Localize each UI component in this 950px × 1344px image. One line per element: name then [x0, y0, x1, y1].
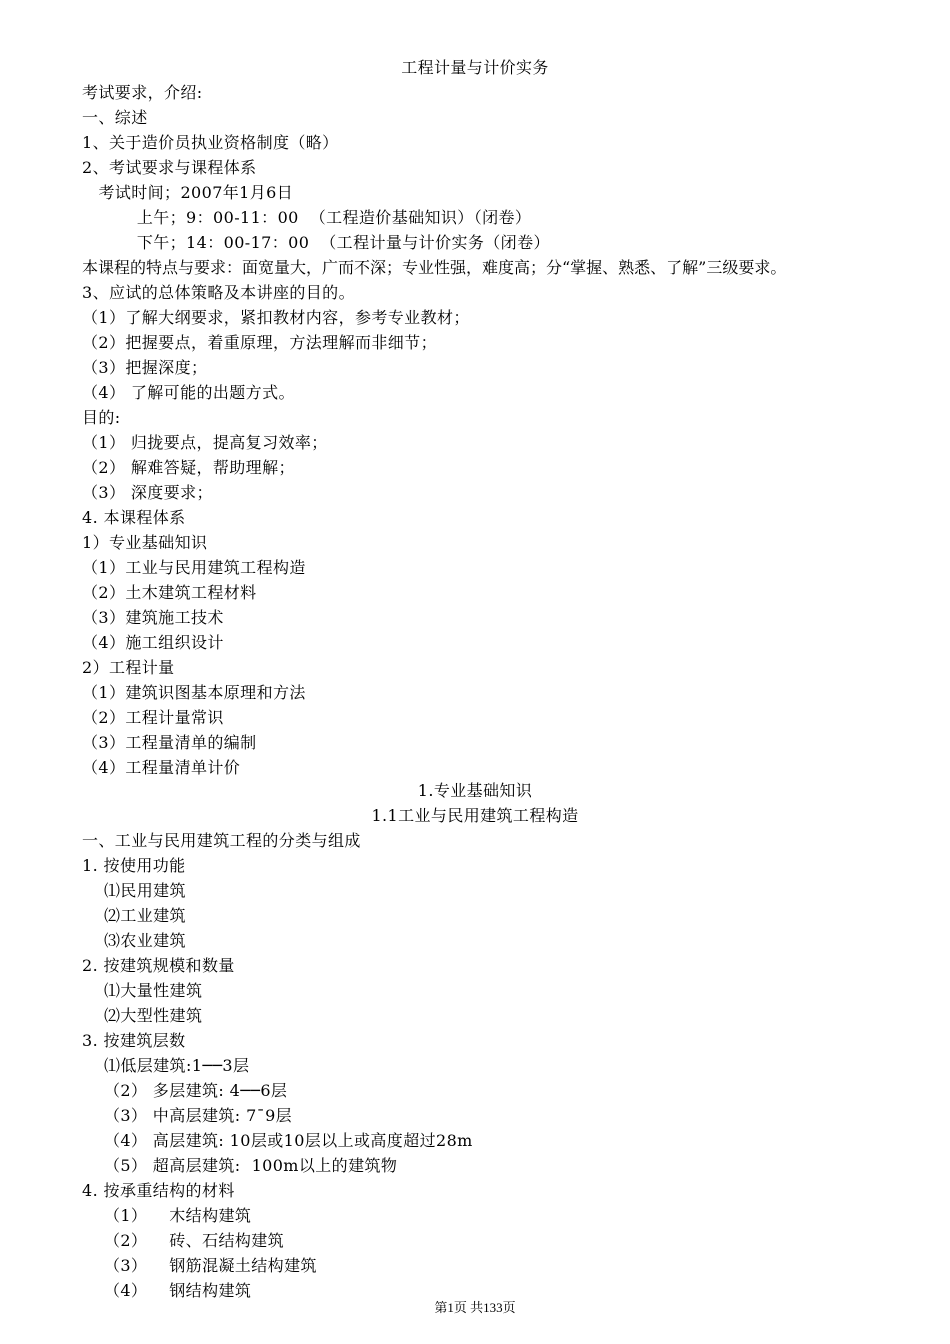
- subsection-heading: 1.1工业与民用建筑工程构造: [371, 806, 579, 825]
- text-line: 考试时间；2007年1月6日: [82, 183, 294, 202]
- text-line: 1）专业基础知识: [82, 533, 208, 552]
- text-line: 3. 按建筑层数: [82, 1031, 186, 1050]
- text-line: 下午；14：00-17：00 （工程计量与计价实务（闭卷）: [82, 233, 550, 252]
- text-line: 考试要求，介绍:: [82, 83, 203, 102]
- text-line: （2）土木建筑工程材料: [82, 583, 257, 602]
- page-footer: 第1页 共133页: [434, 1300, 516, 1315]
- text-line: （4） 钢结构建筑: [82, 1281, 252, 1300]
- text-line: （1） 归拢要点，提高复习效率；: [82, 433, 328, 452]
- text-line: 4. 本课程体系: [82, 508, 186, 527]
- text-line: 2. 按建筑规模和数量: [82, 956, 235, 975]
- text-line: （1）建筑识图基本原理和方法: [82, 683, 306, 702]
- text-line: （4）工程量清单计价: [82, 758, 241, 777]
- text-line: （3） 中高层建筑: 7¯9层: [82, 1106, 293, 1125]
- text-line: ⑴低层建筑:1──3层: [82, 1056, 250, 1075]
- text-line: 一、综述: [82, 108, 148, 127]
- text-line: （3）把握深度；: [82, 358, 208, 377]
- text-line: ⑴民用建筑: [82, 881, 186, 900]
- text-line: （3）工程量清单的编制: [82, 733, 257, 752]
- text-line: 一、工业与民用建筑工程的分类与组成: [82, 831, 361, 850]
- text-line: （3） 深度要求；: [82, 483, 213, 502]
- text-line: （4）施工组织设计: [82, 633, 224, 652]
- section-heading: 1.专业基础知识: [417, 781, 533, 800]
- text-line: （2）工程计量常识: [82, 708, 224, 727]
- text-line: （5） 超高层建筑: 100m以上的建筑物: [82, 1156, 398, 1175]
- text-line: 4. 按承重结构的材料: [82, 1181, 235, 1200]
- text-line: （2）把握要点，着重原理，方法理解而非细节；: [82, 333, 437, 352]
- text-line: 上午；9：00-11：00 （工程造价基础知识）（闭卷）: [82, 208, 532, 227]
- text-line: ⑴大量性建筑: [82, 981, 203, 1000]
- text-line: 目的:: [82, 408, 121, 427]
- text-line: （3）建筑施工技术: [82, 608, 224, 627]
- text-line: （2） 多层建筑: 4──6层: [82, 1081, 288, 1100]
- text-line: 1. 按使用功能: [82, 856, 186, 875]
- text-line: 1、关于造价员执业资格制度（略）: [82, 133, 339, 152]
- text-line: 本课程的特点与要求：面宽量大，广而不深；专业性强，难度高；分“掌握、熟悉、了解”三级要求。: [82, 258, 787, 277]
- page-title: 工程计量与计价实务: [401, 58, 549, 77]
- text-line: （4） 了解可能的出题方式。: [82, 383, 295, 402]
- text-line: （2） 砖、石结构建筑: [82, 1231, 285, 1250]
- text-line: （3） 钢筋混凝土结构建筑: [82, 1256, 317, 1275]
- text-line: （1）工业与民用建筑工程构造: [82, 558, 306, 577]
- text-line: ⑵大型性建筑: [82, 1006, 203, 1025]
- text-line: 2）工程计量: [82, 658, 175, 677]
- text-line: 3、应试的总体策略及本讲座的目的。: [82, 283, 355, 302]
- text-line: （1）了解大纲要求，紧扣教材内容，参考专业教材；: [82, 308, 470, 327]
- text-line: ⑵工业建筑: [82, 906, 186, 925]
- text-line: （1） 木结构建筑: [82, 1206, 252, 1225]
- text-line: （2） 解难答疑，帮助理解；: [82, 458, 295, 477]
- text-line: 2、考试要求与课程体系: [82, 158, 257, 177]
- text-line: （4） 高层建筑: 10层或10层以上或高度超过28m: [82, 1131, 473, 1150]
- text-line: ⑶农业建筑: [82, 931, 186, 950]
